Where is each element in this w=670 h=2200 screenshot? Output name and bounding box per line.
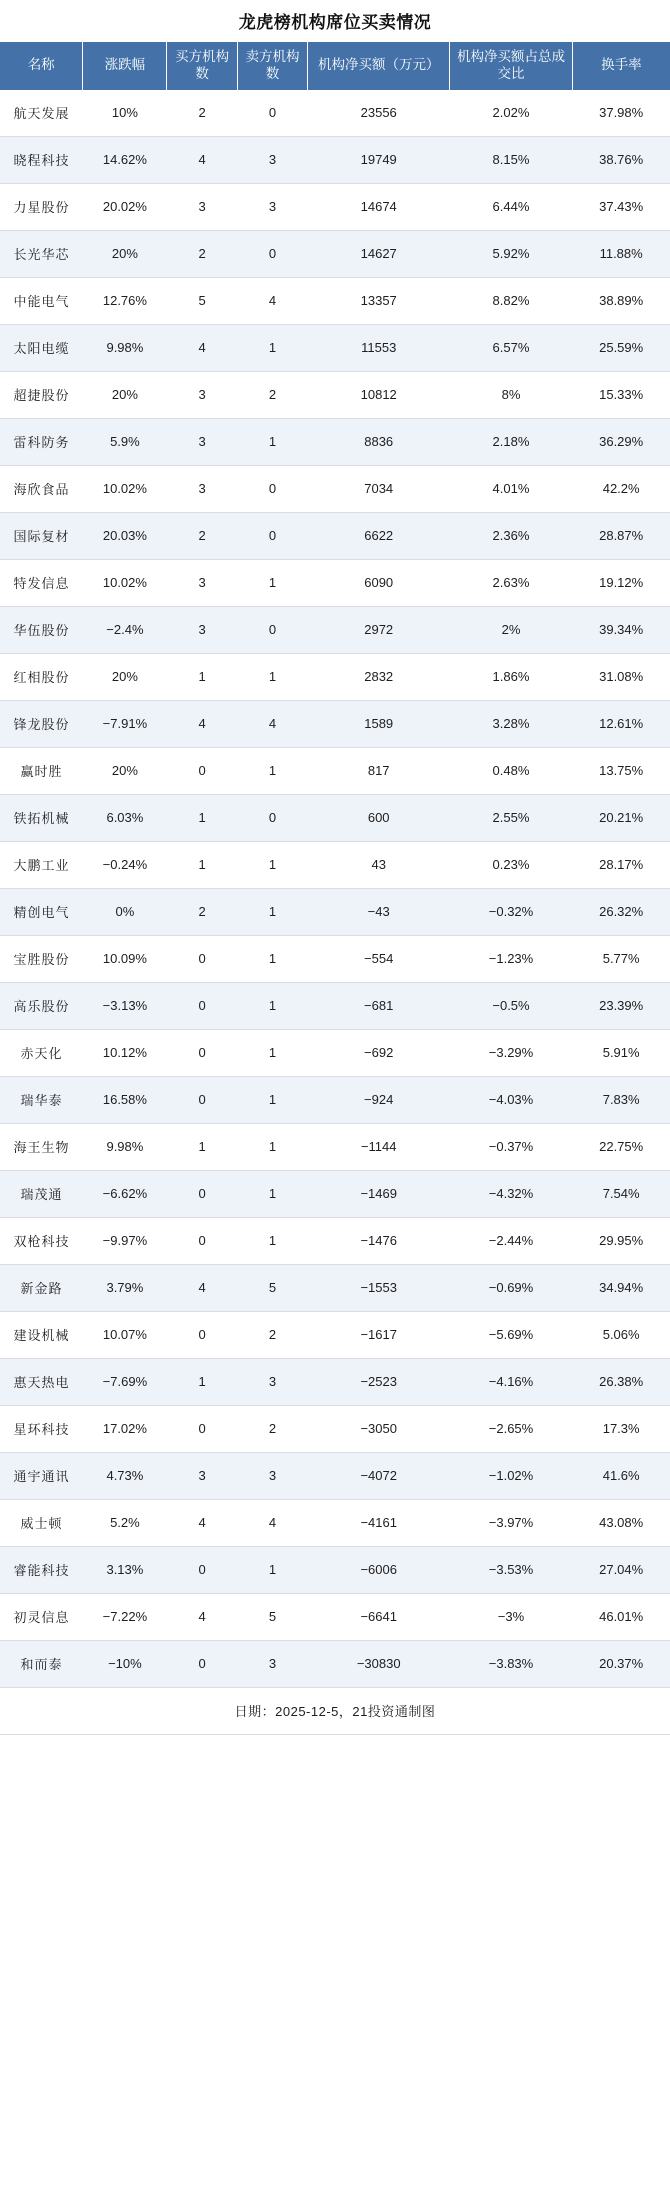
table-row [0,653,670,700]
cell-name: 初灵信息 [0,1593,83,1640]
table-row [0,606,670,653]
table-row [0,324,670,371]
cell-net-buy: 13357 [308,277,450,324]
table-row [0,700,670,747]
cell-turnover: 17.3% [572,1405,670,1452]
cell-net-buy: 10812 [308,371,450,418]
cell-net-buy: 6090 [308,559,450,606]
table-row [0,1546,670,1593]
cell-net-buy-ratio: −0.32% [450,888,573,935]
cell-net-buy-ratio: −3% [450,1593,573,1640]
cell-net-buy-ratio: 2.36% [450,512,573,559]
column-header-name: 名称 [0,42,83,90]
cell-turnover: 38.76% [572,136,670,183]
cell-change: 4.73% [83,1452,167,1499]
column-header-net-buy: 机构净买额（万元） [308,42,450,90]
cell-change: 10.09% [83,935,167,982]
cell-name: 新金路 [0,1264,83,1311]
cell-change: −7.22% [83,1593,167,1640]
cell-buy-count: 3 [167,183,237,230]
cell-buy-count: 0 [167,1029,237,1076]
cell-net-buy: 11553 [308,324,450,371]
cell-buy-count: 4 [167,136,237,183]
cell-turnover: 22.75% [572,1123,670,1170]
cell-sell-count: 1 [237,747,307,794]
cell-turnover: 37.98% [572,90,670,137]
cell-net-buy-ratio: 1.86% [450,653,573,700]
cell-turnover: 41.6% [572,1452,670,1499]
cell-buy-count: 3 [167,418,237,465]
cell-name: 中能电气 [0,277,83,324]
cell-turnover: 38.89% [572,277,670,324]
page-title: 龙虎榜机构席位买卖情况 [238,13,432,32]
cell-change: 20.02% [83,183,167,230]
cell-turnover: 12.61% [572,700,670,747]
cell-net-buy-ratio: −1.02% [450,1452,573,1499]
cell-net-buy: −2523 [308,1358,450,1405]
cell-name: 双枪科技 [0,1217,83,1264]
cell-turnover: 5.06% [572,1311,670,1358]
table-row [0,1311,670,1358]
cell-change: 20.03% [83,512,167,559]
cell-buy-count: 2 [167,230,237,277]
cell-change: 20% [83,371,167,418]
cell-sell-count: 1 [237,888,307,935]
cell-buy-count: 4 [167,1593,237,1640]
cell-buy-count: 3 [167,1452,237,1499]
cell-turnover: 13.75% [572,747,670,794]
cell-name: 晓程科技 [0,136,83,183]
cell-turnover: 34.94% [572,1264,670,1311]
table-row [0,1640,670,1687]
cell-turnover: 42.2% [572,465,670,512]
cell-net-buy-ratio: 5.92% [450,230,573,277]
institution-trading-table [0,42,670,1735]
cell-name: 太阳电缆 [0,324,83,371]
cell-change: 10.12% [83,1029,167,1076]
cell-net-buy: 817 [308,747,450,794]
cell-buy-count: 1 [167,841,237,888]
table-row [0,1452,670,1499]
cell-name: 和而泰 [0,1640,83,1687]
cell-buy-count: 1 [167,794,237,841]
cell-sell-count: 1 [237,1170,307,1217]
cell-net-buy-ratio: 8.82% [450,277,573,324]
cell-turnover: 28.87% [572,512,670,559]
cell-net-buy: −554 [308,935,450,982]
cell-sell-count: 3 [237,1358,307,1405]
table-row [0,418,670,465]
cell-net-buy: −43 [308,888,450,935]
cell-buy-count: 0 [167,1311,237,1358]
cell-sell-count: 1 [237,418,307,465]
cell-net-buy: 600 [308,794,450,841]
cell-net-buy: 19749 [308,136,450,183]
cell-name: 精创电气 [0,888,83,935]
cell-name: 赤天化 [0,1029,83,1076]
cell-sell-count: 3 [237,1640,307,1687]
cell-turnover: 26.32% [572,888,670,935]
cell-buy-count: 0 [167,982,237,1029]
cell-net-buy: 7034 [308,465,450,512]
cell-net-buy: 14627 [308,230,450,277]
cell-change: 12.76% [83,277,167,324]
table-row [0,1217,670,1264]
table-row [0,1029,670,1076]
cell-sell-count: 1 [237,1123,307,1170]
cell-turnover: 11.88% [572,230,670,277]
column-header-sell-count: 卖方机构数 [237,42,307,90]
cell-net-buy-ratio: 2.18% [450,418,573,465]
cell-turnover: 39.34% [572,606,670,653]
cell-change: 16.58% [83,1076,167,1123]
cell-name: 瑞茂通 [0,1170,83,1217]
cell-net-buy-ratio: −4.32% [450,1170,573,1217]
cell-name: 海王生物 [0,1123,83,1170]
cell-turnover: 46.01% [572,1593,670,1640]
cell-turnover: 19.12% [572,559,670,606]
cell-net-buy-ratio: 8.15% [450,136,573,183]
cell-sell-count: 2 [237,1311,307,1358]
cell-turnover: 29.95% [572,1217,670,1264]
cell-turnover: 5.91% [572,1029,670,1076]
cell-net-buy-ratio: 3.28% [450,700,573,747]
cell-turnover: 27.04% [572,1546,670,1593]
cell-change: 10.07% [83,1311,167,1358]
cell-name: 特发信息 [0,559,83,606]
cell-sell-count: 1 [237,1029,307,1076]
table-row [0,1405,670,1452]
cell-turnover: 20.21% [572,794,670,841]
table-row [0,888,670,935]
cell-net-buy-ratio: 6.57% [450,324,573,371]
cell-turnover: 5.77% [572,935,670,982]
cell-sell-count: 3 [237,136,307,183]
cell-net-buy: 6622 [308,512,450,559]
table-row [0,1076,670,1123]
cell-net-buy-ratio: −2.65% [450,1405,573,1452]
cell-buy-count: 4 [167,700,237,747]
cell-sell-count: 4 [237,1499,307,1546]
table-row [0,1264,670,1311]
cell-name: 锋龙股份 [0,700,83,747]
cell-change: 5.2% [83,1499,167,1546]
footer-row [0,1687,670,1734]
cell-buy-count: 3 [167,606,237,653]
cell-net-buy: −1476 [308,1217,450,1264]
cell-change: 0% [83,888,167,935]
cell-net-buy: −30830 [308,1640,450,1687]
cell-name: 威士顿 [0,1499,83,1546]
table-row [0,1170,670,1217]
table-row [0,1593,670,1640]
cell-buy-count: 0 [167,1170,237,1217]
cell-net-buy: 8836 [308,418,450,465]
cell-net-buy: −1469 [308,1170,450,1217]
cell-net-buy: 2972 [308,606,450,653]
cell-name: 铁拓机械 [0,794,83,841]
cell-net-buy-ratio: −4.03% [450,1076,573,1123]
cell-change: 17.02% [83,1405,167,1452]
table-row [0,841,670,888]
cell-net-buy-ratio: 0.48% [450,747,573,794]
cell-sell-count: 3 [237,183,307,230]
table-row [0,277,670,324]
cell-net-buy: 43 [308,841,450,888]
cell-turnover: 43.08% [572,1499,670,1546]
cell-buy-count: 0 [167,1405,237,1452]
cell-change: 14.62% [83,136,167,183]
cell-change: −7.69% [83,1358,167,1405]
table-row [0,136,670,183]
cell-turnover: 31.08% [572,653,670,700]
cell-sell-count: 0 [237,512,307,559]
cell-net-buy-ratio: 2% [450,606,573,653]
cell-buy-count: 1 [167,653,237,700]
cell-sell-count: 0 [237,606,307,653]
cell-name: 赢时胜 [0,747,83,794]
cell-name: 星环科技 [0,1405,83,1452]
cell-buy-count: 2 [167,512,237,559]
cell-sell-count: 1 [237,1546,307,1593]
cell-name: 超捷股份 [0,371,83,418]
cell-buy-count: 4 [167,324,237,371]
cell-net-buy: 1589 [308,700,450,747]
cell-net-buy-ratio: 2.02% [450,90,573,137]
cell-change: −2.4% [83,606,167,653]
cell-name: 力星股份 [0,183,83,230]
cell-net-buy-ratio: −3.29% [450,1029,573,1076]
cell-turnover: 37.43% [572,183,670,230]
cell-net-buy: −3050 [308,1405,450,1452]
table-row [0,230,670,277]
cell-change: 6.03% [83,794,167,841]
table-row [0,90,670,137]
cell-net-buy-ratio: 0.23% [450,841,573,888]
table-body [0,90,670,1688]
cell-net-buy-ratio: −3.53% [450,1546,573,1593]
cell-name: 建设机械 [0,1311,83,1358]
cell-sell-count: 0 [237,465,307,512]
cell-name: 睿能科技 [0,1546,83,1593]
cell-turnover: 25.59% [572,324,670,371]
cell-change: 20% [83,230,167,277]
cell-net-buy-ratio: −3.97% [450,1499,573,1546]
cell-change: 5.9% [83,418,167,465]
cell-change: 9.98% [83,324,167,371]
cell-sell-count: 3 [237,1452,307,1499]
cell-buy-count: 4 [167,1499,237,1546]
cell-sell-count: 1 [237,324,307,371]
cell-sell-count: 0 [237,794,307,841]
cell-net-buy: −681 [308,982,450,1029]
cell-change: −3.13% [83,982,167,1029]
cell-name: 宝胜股份 [0,935,83,982]
cell-change: 20% [83,747,167,794]
cell-buy-count: 5 [167,277,237,324]
cell-net-buy-ratio: −5.69% [450,1311,573,1358]
cell-name: 雷科防务 [0,418,83,465]
cell-name: 海欣食品 [0,465,83,512]
table-row [0,747,670,794]
cell-sell-count: 1 [237,1217,307,1264]
cell-net-buy: −1553 [308,1264,450,1311]
cell-sell-count: 2 [237,371,307,418]
cell-sell-count: 1 [237,935,307,982]
table-row [0,1123,670,1170]
cell-turnover: 28.17% [572,841,670,888]
cell-change: 9.98% [83,1123,167,1170]
cell-net-buy: −924 [308,1076,450,1123]
cell-change: 3.79% [83,1264,167,1311]
cell-net-buy: −692 [308,1029,450,1076]
cell-buy-count: 1 [167,1358,237,1405]
cell-change: −7.91% [83,700,167,747]
cell-name: 大鹏工业 [0,841,83,888]
cell-net-buy: −6006 [308,1546,450,1593]
column-header-net-buy-ratio: 机构净买额占总成交比 [450,42,573,90]
cell-turnover: 7.83% [572,1076,670,1123]
cell-buy-count: 0 [167,1217,237,1264]
cell-sell-count: 1 [237,982,307,1029]
table-row [0,465,670,512]
cell-change: 10.02% [83,559,167,606]
cell-name: 国际复材 [0,512,83,559]
cell-turnover: 7.54% [572,1170,670,1217]
cell-turnover: 15.33% [572,371,670,418]
cell-net-buy: −1617 [308,1311,450,1358]
cell-sell-count: 1 [237,841,307,888]
cell-sell-count: 1 [237,1076,307,1123]
cell-sell-count: 1 [237,653,307,700]
cell-net-buy-ratio: −1.23% [450,935,573,982]
table-row [0,794,670,841]
cell-change: −6.62% [83,1170,167,1217]
table-row [0,1499,670,1546]
cell-turnover: 26.38% [572,1358,670,1405]
cell-name: 红相股份 [0,653,83,700]
cell-sell-count: 2 [237,1405,307,1452]
cell-net-buy-ratio: 6.44% [450,183,573,230]
cell-net-buy-ratio: −2.44% [450,1217,573,1264]
column-header-change: 涨跌幅 [83,42,167,90]
cell-net-buy-ratio: −4.16% [450,1358,573,1405]
cell-buy-count: 0 [167,1640,237,1687]
cell-sell-count: 5 [237,1593,307,1640]
cell-buy-count: 3 [167,465,237,512]
cell-change: 3.13% [83,1546,167,1593]
cell-turnover: 23.39% [572,982,670,1029]
table-row [0,982,670,1029]
cell-name: 惠天热电 [0,1358,83,1405]
table-row [0,1358,670,1405]
cell-sell-count: 0 [237,90,307,137]
cell-net-buy: −1144 [308,1123,450,1170]
cell-name: 航天发展 [0,90,83,137]
cell-net-buy-ratio: −0.5% [450,982,573,1029]
table-row [0,371,670,418]
table-row [0,512,670,559]
cell-net-buy: −4072 [308,1452,450,1499]
cell-net-buy: 14674 [308,183,450,230]
column-header-turnover: 换手率 [572,42,670,90]
cell-buy-count: 3 [167,559,237,606]
cell-net-buy-ratio: −3.83% [450,1640,573,1687]
cell-net-buy: −6641 [308,1593,450,1640]
column-header-buy-count: 买方机构数 [167,42,237,90]
cell-buy-count: 0 [167,1076,237,1123]
cell-name: 通宇通讯 [0,1452,83,1499]
cell-net-buy: −4161 [308,1499,450,1546]
cell-net-buy-ratio: 4.01% [450,465,573,512]
cell-name: 瑞华泰 [0,1076,83,1123]
cell-name: 华伍股份 [0,606,83,653]
table-row [0,183,670,230]
footer-note: 日期：2025-12-5，21投资通制图 [0,1687,670,1734]
cell-net-buy: 2832 [308,653,450,700]
cell-sell-count: 0 [237,230,307,277]
cell-turnover: 36.29% [572,418,670,465]
cell-net-buy-ratio: 8% [450,371,573,418]
cell-turnover: 20.37% [572,1640,670,1687]
table-row [0,559,670,606]
cell-change: 10.02% [83,465,167,512]
cell-net-buy-ratio: 2.63% [450,559,573,606]
header-row [0,42,670,90]
cell-net-buy: 23556 [308,90,450,137]
cell-buy-count: 1 [167,1123,237,1170]
cell-net-buy-ratio: −0.37% [450,1123,573,1170]
cell-buy-count: 2 [167,888,237,935]
cell-net-buy-ratio: −0.69% [450,1264,573,1311]
cell-sell-count: 4 [237,277,307,324]
cell-change: 20% [83,653,167,700]
cell-sell-count: 5 [237,1264,307,1311]
cell-change: −9.97% [83,1217,167,1264]
table-header [0,42,670,90]
cell-change: −0.24% [83,841,167,888]
cell-buy-count: 0 [167,747,237,794]
cell-sell-count: 1 [237,559,307,606]
table-row [0,935,670,982]
cell-name: 长光华芯 [0,230,83,277]
cell-sell-count: 4 [237,700,307,747]
cell-change: −10% [83,1640,167,1687]
cell-buy-count: 3 [167,371,237,418]
table-footer [0,1687,670,1734]
cell-buy-count: 0 [167,1546,237,1593]
cell-name: 高乐股份 [0,982,83,1029]
cell-net-buy-ratio: 2.55% [450,794,573,841]
cell-change: 10% [83,90,167,137]
cell-buy-count: 0 [167,935,237,982]
cell-buy-count: 2 [167,90,237,137]
cell-buy-count: 4 [167,1264,237,1311]
